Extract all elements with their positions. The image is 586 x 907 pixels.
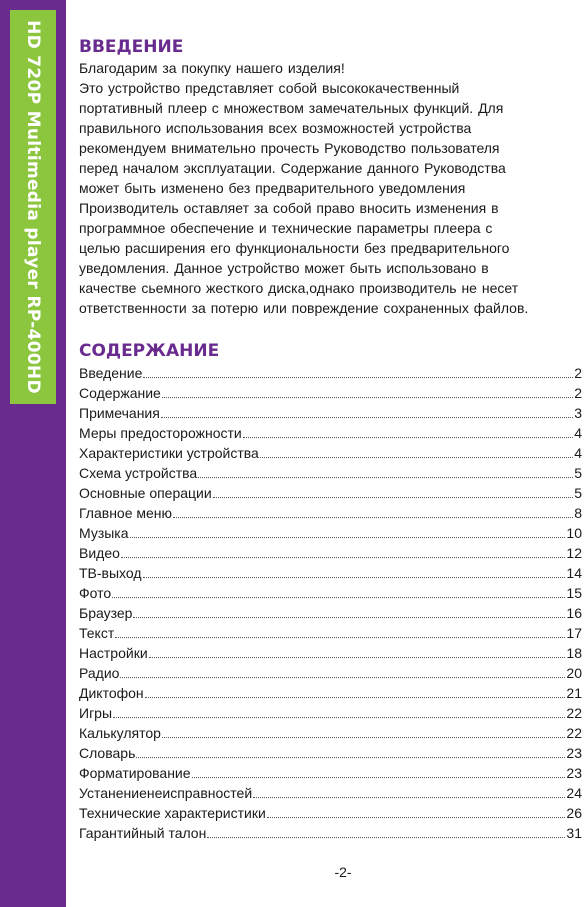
toc-entry-page: 12: [566, 545, 582, 561]
table-of-contents: [79, 363, 582, 843]
toc-entry-page: 3: [574, 405, 582, 421]
intro-line: Производитель оставляет за собой право вносить изменения в: [79, 200, 499, 216]
toc-entry: [79, 823, 582, 843]
toc-entry-title: Настройки: [79, 645, 148, 661]
toc-entry-page: 20: [566, 665, 582, 681]
toc-entry-title: Браузер: [79, 605, 133, 621]
toc-entry: [79, 583, 582, 603]
toc-leader-dots: [253, 797, 565, 798]
toc-entry-title: Видео: [79, 545, 120, 561]
toc-entry-page: 5: [574, 485, 582, 501]
intro-line: может быть изменено без предварительного уведомления: [79, 180, 466, 196]
toc-entry-page: 24: [566, 785, 582, 801]
toc-leader-dots: [143, 377, 573, 378]
toc-leader-dots: [243, 437, 573, 438]
toc-leader-dots: [115, 637, 565, 638]
toc-leader-dots: [192, 777, 566, 778]
toc-leader-dots: [133, 617, 565, 618]
toc-entry-page: 8: [574, 505, 582, 521]
toc-entry-page: 22: [566, 705, 582, 721]
toc-entry-page: 4: [574, 425, 582, 441]
product-title: HD 720P Multimedia player RP-400HD: [23, 20, 43, 394]
toc-entry-title: Радио: [79, 665, 120, 681]
toc-entry: [79, 703, 582, 723]
toc-leader-dots: [121, 557, 566, 558]
intro-text: [79, 58, 582, 318]
toc-entry-title: Примечания: [79, 405, 160, 421]
toc-leader-dots: [130, 537, 566, 538]
toc-leader-dots: [161, 417, 573, 418]
toc-entry-title: Текст: [79, 625, 115, 641]
toc-entry-title: Схема устройства: [79, 465, 198, 481]
toc-leader-dots: [267, 817, 566, 818]
toc-entry-page: 2: [574, 385, 582, 401]
toc-entry-page: 14: [566, 565, 582, 581]
toc-entry-page: 23: [566, 745, 582, 761]
side-product-label: [10, 10, 56, 404]
toc-leader-dots: [143, 577, 566, 578]
toc-entry: [79, 503, 582, 523]
intro-line: качестве сьемного жесткого диска,однако производитель не несет: [79, 280, 519, 296]
toc-leader-dots: [173, 517, 573, 518]
toc-leader-dots: [136, 757, 565, 758]
side-bar: [0, 0, 66, 907]
toc-entry-title: Меры предосторожности: [79, 425, 242, 441]
page-content: [79, 36, 582, 843]
toc-leader-dots: [149, 657, 566, 658]
toc-entry-page: 17: [566, 625, 582, 641]
toc-leader-dots: [113, 717, 565, 718]
toc-entry: [79, 723, 582, 743]
toc-entry: [79, 803, 582, 823]
toc-entry: [79, 603, 582, 623]
toc-entry: [79, 423, 582, 443]
intro-heading: ВВЕДЕНИЕ: [79, 37, 184, 57]
toc-entry-title: Главное меню: [79, 505, 173, 521]
toc-entry-title: Характеристики устройства: [79, 445, 259, 461]
toc-entry-title: Словарь: [79, 745, 136, 761]
toc-entry-title: Основные операции: [79, 485, 212, 501]
toc-entry: [79, 363, 582, 383]
intro-line: уведомления. Данное устройство может быть использовано в: [79, 260, 489, 276]
toc-leader-dots: [120, 677, 565, 678]
toc-entry-title: Калькулятор: [79, 725, 161, 741]
toc-entry-page: 18: [566, 645, 582, 661]
toc-entry: [79, 663, 582, 683]
toc-entry: [79, 403, 582, 423]
intro-line: портативный плеер с множеством замечательных функций. Для: [79, 100, 504, 116]
toc-entry: [79, 443, 582, 463]
intro-line: ответственности за потерю или повреждение сохраненных файлов.: [79, 300, 529, 316]
toc-entry-page: 16: [566, 605, 582, 621]
toc-heading: СОДЕРЖАНИЕ: [79, 341, 220, 361]
toc-leader-dots: [162, 397, 573, 398]
toc-entry: [79, 543, 582, 563]
toc-entry: [79, 683, 582, 703]
toc-entry-title: Устанениенеисправностей: [79, 785, 253, 801]
toc-leader-dots: [162, 737, 565, 738]
toc-entry-page: 31: [566, 825, 582, 841]
toc-entry-page: 23: [566, 765, 582, 781]
intro-line: Благодарим за покупку нашего изделия!: [79, 60, 345, 76]
toc-entry: [79, 563, 582, 583]
toc-entry-page: 15: [566, 585, 582, 601]
toc-entry: [79, 623, 582, 643]
toc-leader-dots: [207, 837, 565, 838]
toc-entry-page: 22: [566, 725, 582, 741]
toc-entry-page: 2: [574, 365, 582, 381]
toc-entry-title: ТВ-выход: [79, 565, 142, 581]
toc-entry: [79, 523, 582, 543]
toc-leader-dots: [112, 597, 565, 598]
toc-leader-dots: [260, 457, 573, 458]
toc-leader-dots: [198, 477, 573, 478]
toc-entry: [79, 463, 582, 483]
intro-line: правильного использования всех возможностей устройства: [79, 120, 472, 136]
intro-line: перед началом эксплуатации. Содержание данного Руководства: [79, 160, 506, 176]
toc-entry-title: Содержание: [79, 385, 161, 401]
toc-entry-page: 4: [574, 445, 582, 461]
toc-entry-title: Диктофон: [79, 685, 144, 701]
toc-entry-title: Технические характеристики: [79, 805, 266, 821]
toc-entry-title: Фото: [79, 585, 112, 601]
toc-entry-page: 10: [566, 525, 582, 541]
intro-line: Это устройство представляет собой высококачественный: [79, 80, 460, 96]
toc-entry: [79, 383, 582, 403]
toc-entry-title: Гарантийный талон: [79, 825, 207, 841]
toc-entry: [79, 643, 582, 663]
toc-entry-page: 26: [566, 805, 582, 821]
toc-entry: [79, 783, 582, 803]
toc-entry-title: Введение: [79, 365, 143, 381]
toc-entry-page: 21: [566, 685, 582, 701]
toc-entry-title: Игры: [79, 705, 113, 721]
intro-line: рекомендуем внимательно прочесть Руководство пользователя: [79, 140, 500, 156]
toc-entry: [79, 483, 582, 503]
toc-leader-dots: [145, 697, 566, 698]
toc-entry: [79, 743, 582, 763]
toc-entry-title: Форматирование: [79, 765, 191, 781]
page-number: -2-: [334, 864, 352, 880]
toc-entry-page: 5: [574, 465, 582, 481]
toc-entry: [79, 763, 582, 783]
toc-entry-title: Музыка: [79, 525, 129, 541]
intro-line: программное обеспечение и технические параметры плеера с: [79, 220, 493, 236]
toc-leader-dots: [213, 497, 574, 498]
intro-line: целью расширения его функциональности без предварительного: [79, 240, 510, 256]
